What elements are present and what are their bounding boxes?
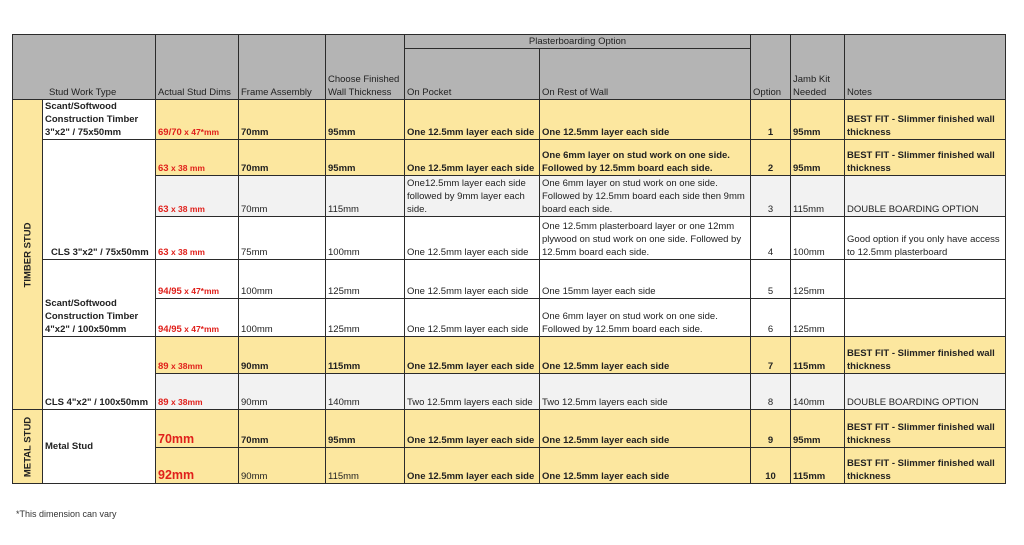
rest-of-wall-cell: One 6mm layer on stud work on one side. Followed by 12.5mm board each side then 9mm board each side. — [540, 176, 751, 217]
jamb-cell: 140mm — [791, 374, 845, 410]
jamb-cell: 95mm — [791, 410, 845, 448]
jamb-cell: 95mm — [791, 100, 845, 140]
notes-cell — [845, 260, 1006, 299]
table-row — [13, 176, 1006, 217]
wall-thickness-cell: 140mm — [326, 374, 405, 410]
dims-cell: 69/70 x 47*mm — [156, 100, 239, 140]
pocket-cell: One 12.5mm layer each side — [405, 299, 540, 337]
col-header-frame-assembly: Frame Assembly — [239, 35, 326, 100]
frame-cell: 100mm — [239, 260, 326, 299]
notes-cell: Good option if you only have access to 12.5mm plasterboard — [845, 217, 1006, 260]
dims-cell: 92mm — [156, 448, 239, 484]
option-cell: 2 — [751, 140, 791, 176]
stud-type-cell: Scant/Softwood Construction Timber 4"x2" / 100x50mm — [43, 260, 156, 337]
jamb-cell: 115mm — [791, 448, 845, 484]
rest-of-wall-cell: One 12.5mm layer each side — [540, 448, 751, 484]
frame-cell: 90mm — [239, 448, 326, 484]
dims-cell: 63 x 38 mm — [156, 217, 239, 260]
col-header-plasterboarding-option: Plasterboarding Option — [405, 35, 751, 49]
notes-cell: BEST FIT - Slimmer finished wall thickness — [845, 100, 1006, 140]
rest-of-wall-cell: One 12.5mm layer each side — [540, 410, 751, 448]
option-cell: 9 — [751, 410, 791, 448]
wall-thickness-cell: 115mm — [326, 448, 405, 484]
wall-thickness-cell: 115mm — [326, 176, 405, 217]
table-row — [13, 217, 1006, 260]
stud-type-cell: Metal Stud — [43, 410, 156, 484]
rest-of-wall-cell: One 6mm layer on stud work on one side. Followed by 12.5mm board each side. — [540, 140, 751, 176]
rest-of-wall-cell: Two 12.5mm layers each side — [540, 374, 751, 410]
col-header-stud-work-type: Stud Work Type — [13, 35, 156, 100]
wall-thickness-cell: 100mm — [326, 217, 405, 260]
col-header-rest-of-wall: On Rest of Wall — [540, 49, 751, 100]
frame-cell: 90mm — [239, 337, 326, 374]
dims-cell: 89 x 38mm — [156, 337, 239, 374]
rest-of-wall-cell: One 12.5mm plasterboard layer or one 12mm plywood on stud work on one side. Followed by 12.5mm board each side. — [540, 217, 751, 260]
option-cell: 7 — [751, 337, 791, 374]
jamb-cell: 115mm — [791, 337, 845, 374]
col-header-wall-thickness: Choose Finished Wall Thickness — [326, 35, 405, 100]
table-row — [13, 337, 1006, 374]
jamb-cell: 100mm — [791, 217, 845, 260]
pocket-cell: One 12.5mm layer each side — [405, 217, 540, 260]
dims-cell: 94/95 x 47*mm — [156, 299, 239, 337]
pocket-cell: One 12.5mm layer each side — [405, 337, 540, 374]
frame-cell: 70mm — [239, 176, 326, 217]
notes-cell: BEST FIT - Slimmer finished wall thickness — [845, 448, 1006, 484]
option-cell: 8 — [751, 374, 791, 410]
wall-thickness-cell: 95mm — [326, 100, 405, 140]
pocket-cell: Two 12.5mm layers each side — [405, 374, 540, 410]
table-row — [13, 374, 1006, 410]
pocket-cell: One 12.5mm layer each side — [405, 448, 540, 484]
rest-of-wall-cell: One 12.5mm layer each side — [540, 100, 751, 140]
jamb-cell: 125mm — [791, 260, 845, 299]
frame-cell: 100mm — [239, 299, 326, 337]
frame-cell: 75mm — [239, 217, 326, 260]
jamb-cell: 115mm — [791, 176, 845, 217]
table-row — [13, 140, 1006, 176]
dims-cell: 94/95 x 47*mm — [156, 260, 239, 299]
stud-options-table — [12, 34, 1006, 484]
stud-type-cell: Scant/Softwood Construction Timber 3"x2" / 75x50mm — [43, 100, 156, 140]
col-header-actual-stud-dims: Actual Stud Dims — [156, 35, 239, 100]
rest-of-wall-cell: One 15mm layer each side — [540, 260, 751, 299]
rest-of-wall-cell: One 12.5mm layer each side — [540, 337, 751, 374]
notes-cell — [845, 299, 1006, 337]
pocket-cell: One 12.5mm layer each side — [405, 100, 540, 140]
wall-thickness-cell: 95mm — [326, 410, 405, 448]
notes-cell: DOUBLE BOARDING OPTION — [845, 176, 1006, 217]
wall-thickness-cell: 95mm — [326, 140, 405, 176]
col-header-jamb-kit: Jamb Kit Needed — [791, 35, 845, 100]
header-group-row — [13, 35, 1006, 49]
dims-cell: 89 x 38mm — [156, 374, 239, 410]
dims-cell: 63 x 38 mm — [156, 176, 239, 217]
wall-thickness-cell: 125mm — [326, 260, 405, 299]
frame-cell: 70mm — [239, 410, 326, 448]
dims-cell: 63 x 38 mm — [156, 140, 239, 176]
dims-cell: 70mm — [156, 410, 239, 448]
notes-cell: BEST FIT - Slimmer finished wall thickness — [845, 140, 1006, 176]
pocket-cell: One 12.5mm layer each side — [405, 140, 540, 176]
section-label-metal-stud: METAL STUD — [13, 410, 43, 484]
wall-thickness-cell: 125mm — [326, 299, 405, 337]
wall-thickness-cell: 115mm — [326, 337, 405, 374]
stud-type-cell: CLS 4"x2" / 100x50mm — [43, 337, 156, 410]
table-row — [13, 448, 1006, 484]
frame-cell: 90mm — [239, 374, 326, 410]
table-row — [13, 410, 1006, 448]
table-row — [13, 299, 1006, 337]
option-cell: 5 — [751, 260, 791, 299]
pocket-cell: One 12.5mm layer each side — [405, 410, 540, 448]
option-cell: 3 — [751, 176, 791, 217]
frame-cell: 70mm — [239, 100, 326, 140]
notes-cell: DOUBLE BOARDING OPTION — [845, 374, 1006, 410]
rest-of-wall-cell: One 6mm layer on stud work on one side. Followed by 12.5mm board each side. — [540, 299, 751, 337]
section-label-timber-stud: TIMBER STUD — [13, 100, 43, 410]
col-header-option: Option — [751, 35, 791, 100]
col-header-notes: Notes — [845, 35, 1006, 100]
option-cell: 4 — [751, 217, 791, 260]
notes-cell: BEST FIT - Slimmer finished wall thickness — [845, 337, 1006, 374]
frame-cell: 70mm — [239, 140, 326, 176]
stud-type-cell: CLS 3"x2" / 75x50mm — [43, 140, 156, 260]
table-row — [13, 260, 1006, 299]
option-cell: 1 — [751, 100, 791, 140]
pocket-cell: One12.5mm layer each side followed by 9mm layer each side. — [405, 176, 540, 217]
table-row — [13, 100, 1006, 140]
jamb-cell: 95mm — [791, 140, 845, 176]
jamb-cell: 125mm — [791, 299, 845, 337]
notes-cell: BEST FIT - Slimmer finished wall thickness — [845, 410, 1006, 448]
option-cell: 6 — [751, 299, 791, 337]
col-header-on-pocket: On Pocket — [405, 49, 540, 100]
pocket-cell: One 12.5mm layer each side — [405, 260, 540, 299]
footnote: *This dimension can vary — [16, 509, 117, 519]
option-cell: 10 — [751, 448, 791, 484]
